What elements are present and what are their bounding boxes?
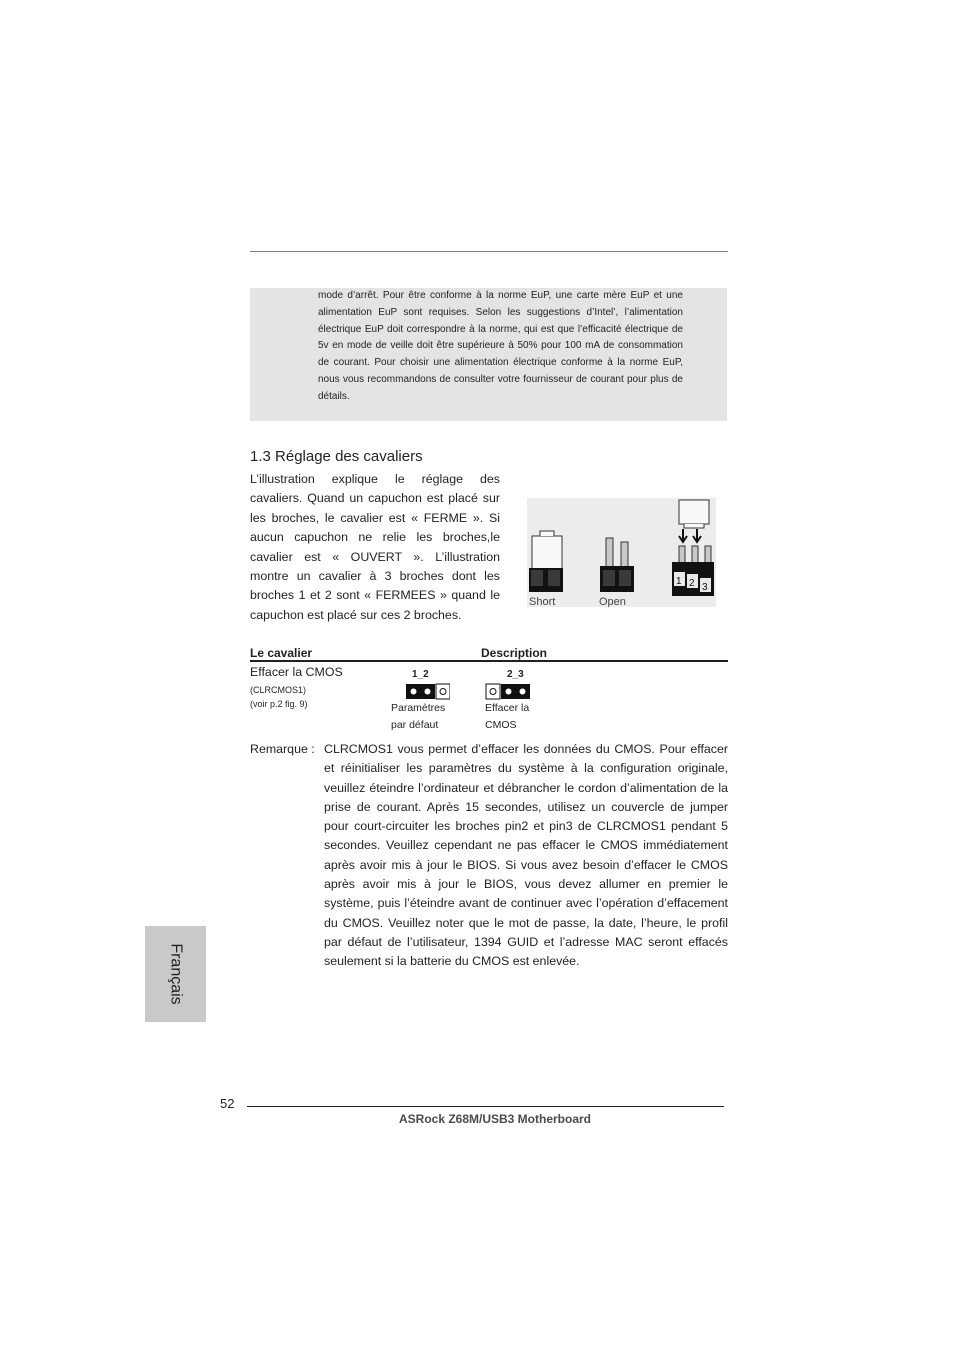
- jumper-code: (CLRCMOS1): [250, 685, 307, 695]
- note-text: mode d’arrêt. Pour être conforme à la norme EuP, une carte mère EuP et une alimentation EuP sont requises. Selon les suggestions d’Intel’, l’alimentation électrique EuP doit correspondre à la norme, qui est que l’efficacité électrique de 5v en mode de veille doit être supérieure à 50% pour 100 mA de consommation de courant. Pour choisir une alimentation électrique conforme à la norme EuP, nous vous recommandons de consulter votre fournisseur de courant pour plus de détails.: [318, 290, 683, 402]
- setting2-caption-line1: Effacer la: [485, 702, 530, 714]
- footer-product-name: ASRock Z68M/USB3 Motherboard: [398, 1112, 592, 1126]
- setting1-pin-label: 1_2: [412, 669, 429, 680]
- column-header-jumper: Le cavalier: [250, 646, 313, 660]
- language-tab-label: Français: [167, 943, 185, 1005]
- short-label: Short: [529, 596, 556, 607]
- pin-number-2: 2: [689, 578, 695, 589]
- column-header-description: Description: [481, 646, 548, 660]
- page-number: 52: [220, 1096, 235, 1111]
- jumper-clear-icon: [485, 683, 531, 700]
- top-rule: [250, 251, 728, 252]
- table-header-rule: [250, 660, 728, 662]
- setting2-pin-label: 2_3: [507, 669, 524, 680]
- figure-reference: (voir p.2 fig. 9): [250, 699, 308, 709]
- remark-label: Remarque :: [250, 742, 315, 756]
- jumper-name: Effacer la CMOS: [250, 665, 343, 679]
- setting1-caption-line2: par défaut: [391, 719, 439, 731]
- jumper-illustration: [527, 498, 716, 607]
- section-title: 1.3 Réglage des cavaliers: [250, 448, 423, 465]
- intro-paragraph: L’illustration explique le réglage des cavaliers. Quand un capuchon est placé sur les broches, le cavalier est « FERME ». Si aucun capuchon ne relie les broches,le cavalier est « OUVERT ». L’illustration montre un cavalier à 3 broches dont les broches 1 et 2 sont « FERMEES » quand le capuchon est placé sur ces 2 broches.: [250, 472, 500, 622]
- remark-text: CLRCMOS1 vous permet d’effacer les données du CMOS. Pour effacer et réinitialiser les paramètres du système à la configuration originale, veuillez éteindre l’ordinateur et débrancher le cordon d’alimentation de la prise de courant. Après 15 secondes, utilisez un couvercle de jumper pour court-circuiter les broches pin2 et pin3 de CLRCMOS1 pendant 5 secondes. Veuillez cependant ne pas effacer le CMOS immédiatement après avoir mis à jour le BIOS. Si vous avez besoin d’effacer le CMOS après avoir mis à jour le BIOS, vous devez allumer en premier le système, puis l’éteindre avant de continuer avec l’opération d’effacement du CMOS. Veuillez noter que le mot de passe, la date, l’heure, le profil par défaut de l’utilisateur, 1394 GUID et l’adresse MAC seront effacés seulement si la batterie du CMOS est enlevée.: [324, 742, 728, 969]
- setting2-caption-line2: CMOS: [485, 719, 517, 731]
- pin-number-1: 1: [676, 576, 682, 587]
- jumper-default-icon: [405, 683, 450, 700]
- footer-rule: [247, 1106, 724, 1107]
- setting1-caption-line1: Paramètres: [391, 702, 446, 714]
- pin-number-3: 3: [702, 582, 708, 593]
- language-tab-label-wrap: [145, 926, 206, 1022]
- open-label: Open: [599, 596, 626, 607]
